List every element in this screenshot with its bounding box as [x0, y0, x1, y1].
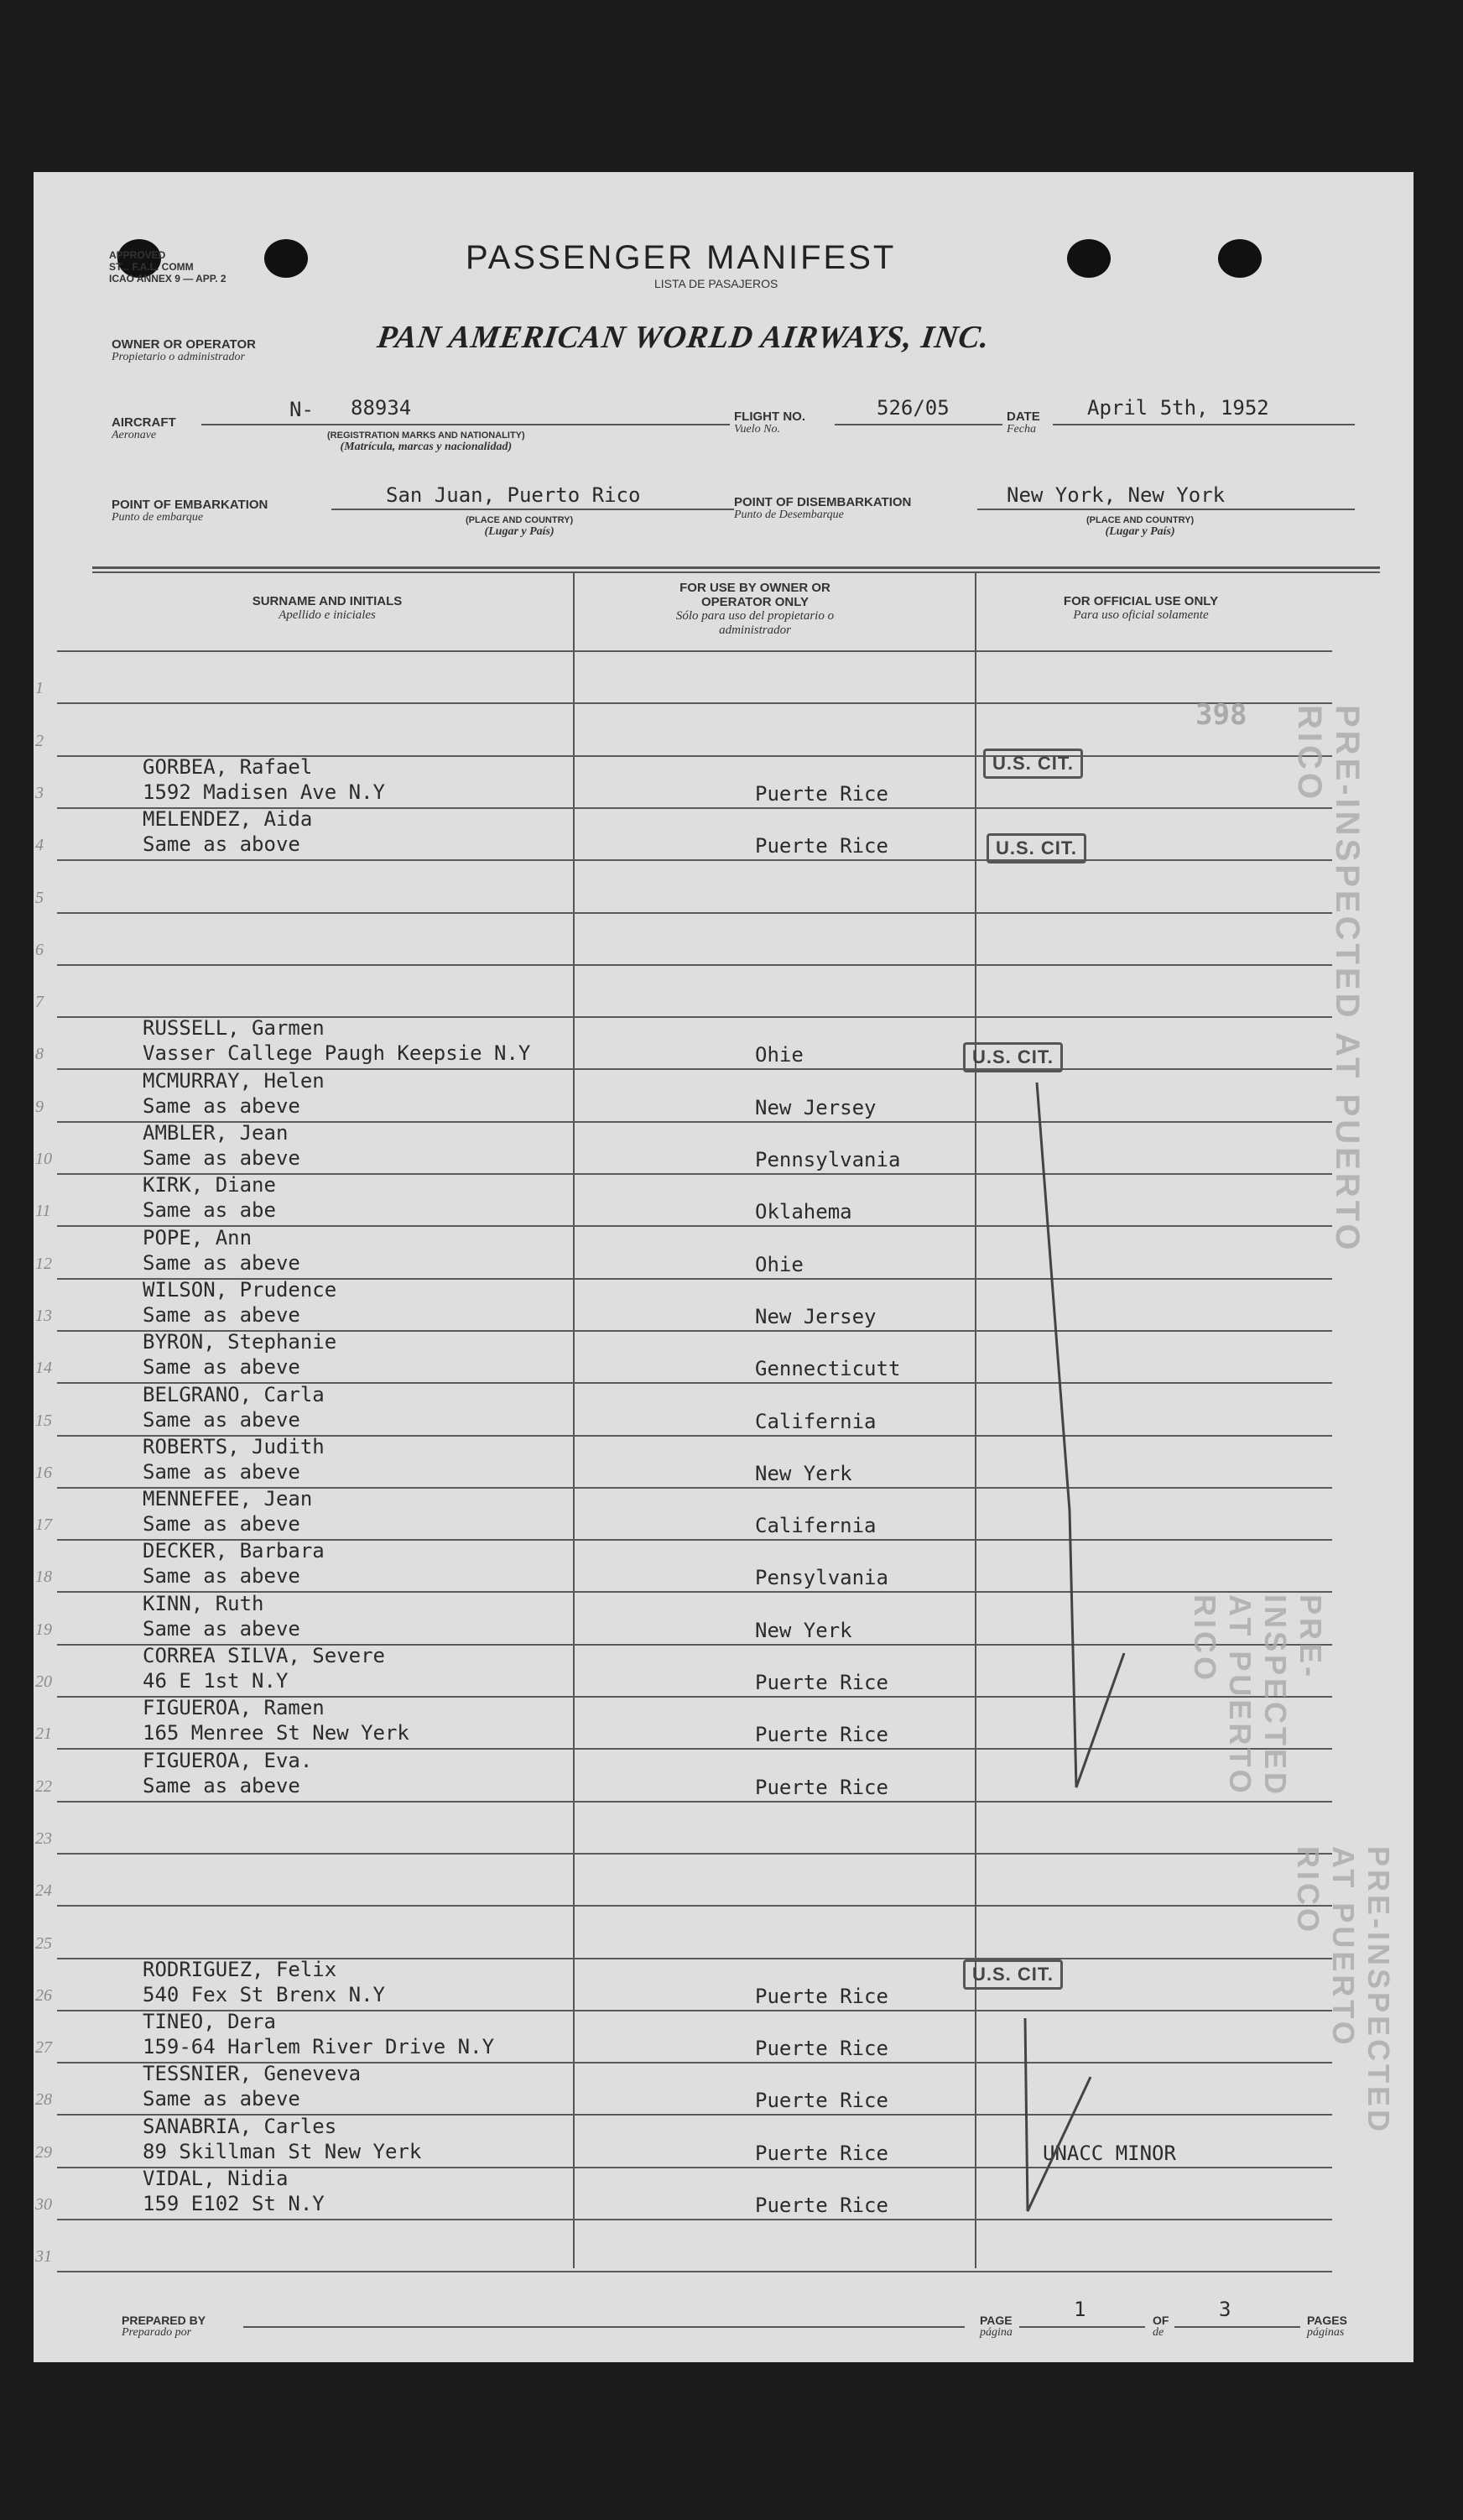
- row-number: 15: [35, 1411, 52, 1430]
- pages-label-es: páginas: [1307, 2326, 1345, 2339]
- passenger-origin: Califernia: [755, 1514, 877, 1538]
- passenger-origin: Ohie: [755, 1252, 804, 1276]
- col-owner-header-es: Sólo para uso del propietario o administrador: [675, 609, 835, 637]
- passenger-address: Vasser Callege Paugh Keepsie N.Y: [143, 1041, 531, 1066]
- passenger-origin: Puerte Rice: [755, 2037, 888, 2061]
- passenger-origin: New Yerk: [755, 1618, 852, 1642]
- flight-date: April 5th, 1952: [1087, 396, 1269, 420]
- passenger-origin: Pensylvania: [755, 1566, 888, 1590]
- passenger-address: 46 E 1st N.Y: [143, 1669, 289, 1693]
- passenger-address: Same as abeve: [143, 1093, 300, 1118]
- disembarkation-point: New York, New York: [1007, 483, 1226, 507]
- row-number: 4: [35, 836, 44, 855]
- passenger-address: 89 Skillman St New Yerk: [143, 2139, 422, 2163]
- row-number: 19: [35, 1620, 52, 1639]
- date-label-text: DATE: [1007, 410, 1040, 424]
- passenger-name: FIGUEROA, Ramen: [143, 1696, 325, 1720]
- passenger-address: 159-64 Harlem River Drive N.Y: [143, 2035, 495, 2059]
- passenger-name: MCMURRAY, Helen: [143, 1068, 325, 1093]
- aircraft-label-es: Aeronave: [112, 429, 157, 441]
- passenger-name: MELENDEZ, Aida: [143, 807, 313, 832]
- row-number: 5: [35, 888, 44, 907]
- passenger-name: TINEO, Dera: [143, 2010, 276, 2034]
- row-number: 14: [35, 1359, 52, 1378]
- passenger-address: 165 Menree St New Yerk: [143, 1721, 409, 1745]
- passenger-origin: New Jersey: [755, 1304, 877, 1328]
- row-number: 12: [35, 1254, 52, 1273]
- row-number: 11: [35, 1202, 51, 1221]
- approval-line-3: ICAO ANNEX 9 — APP. 2: [109, 273, 226, 284]
- aircraft-registration: 88934: [351, 396, 412, 420]
- of-label-text: OF: [1153, 2314, 1169, 2327]
- embarkation-label-text: POINT OF EMBARKATION: [112, 498, 268, 512]
- form-title: PASSENGER MANIFEST: [466, 239, 897, 276]
- page-label-es: página: [980, 2326, 1013, 2339]
- registration-note-en: (REGISTRATION MARKS AND NATIONALITY): [327, 430, 525, 441]
- passenger-name: RUSSELL, Garmen: [143, 1016, 325, 1041]
- embark-place-note-es: (Lugar y País): [484, 525, 554, 538]
- row-number: 29: [35, 2142, 52, 2162]
- passenger-origin: New Yerk: [755, 1461, 852, 1485]
- col-official-header-text: FOR OFFICIAL USE ONLY: [1063, 594, 1219, 608]
- passenger-name: MENNEFEE, Jean: [143, 1487, 313, 1511]
- form-title-es: LISTA DE PASAJEROS: [654, 277, 778, 290]
- pencil-mark-398: 398: [1195, 698, 1247, 732]
- passenger-origin: Puerte Rice: [755, 834, 888, 858]
- aircraft-label-text: AIRCRAFT: [112, 415, 176, 430]
- owner-label-es: Propietario o administrador: [112, 351, 245, 363]
- of-label-es: de: [1153, 2326, 1164, 2339]
- approval-line-2: ST... F.A.L. COMM: [109, 261, 194, 273]
- row-number: 2: [35, 731, 44, 750]
- approval-line-1: APPROVED: [109, 249, 166, 261]
- flight-label-es: Vuelo No.: [734, 423, 780, 436]
- flight-number: 526/05: [877, 396, 950, 420]
- passenger-origin: Puerte Rice: [755, 1671, 888, 1694]
- embark-place-note-en: (PLACE AND COUNTRY): [466, 515, 574, 525]
- disembarkation-label-text: POINT OF DISEMBARKATION: [734, 495, 912, 509]
- row-number: 28: [35, 2090, 52, 2110]
- row-number: 24: [35, 1881, 52, 1901]
- passenger-name: ROBERTS, Judith: [143, 1434, 325, 1458]
- passenger-name: SANABRIA, Carles: [143, 2114, 337, 2138]
- row-number: 16: [35, 1463, 52, 1482]
- passenger-address: 540 Fex St Brenx N.Y: [143, 1982, 385, 2006]
- prepared-by-label: [122, 2314, 206, 2339]
- passenger-name: GORBEA, Rafael: [143, 754, 313, 779]
- preinspected-stamp: PRE-INSPECTED AT PUERTO RICO: [1188, 1594, 1328, 1798]
- passenger-name: BELGRANO, Carla: [143, 1382, 325, 1406]
- passenger-address: Same as abeve: [143, 2087, 300, 2111]
- row-number: 31: [35, 2247, 52, 2267]
- date-label-es: Fecha: [1007, 423, 1036, 436]
- pages-label: [1307, 2314, 1347, 2339]
- flight-label-text: FLIGHT NO.: [734, 410, 805, 424]
- passenger-address: Same as abeve: [143, 1459, 300, 1484]
- passenger-address: Same as abeve: [143, 1773, 300, 1797]
- page-label-text: PAGE: [980, 2314, 1013, 2327]
- row-number: 20: [35, 1672, 52, 1691]
- passenger-name: FIGUEROA, Eva.: [143, 1748, 313, 1772]
- col-official-header-es: Para uso oficial solamente: [1073, 608, 1209, 622]
- page-label: [980, 2314, 1013, 2339]
- passenger-address: Same as abe: [143, 1198, 276, 1223]
- prepared-by-es: Preparado por: [122, 2326, 192, 2339]
- passenger-address: 159 E102 St N.Y: [143, 2192, 325, 2215]
- row-number: 27: [35, 2038, 52, 2058]
- passenger-origin: Puerte Rice: [755, 2089, 888, 2113]
- row-number: 9: [35, 1097, 44, 1116]
- aircraft-prefix: N-: [289, 398, 314, 421]
- passenger-origin: Oklahema: [755, 1200, 852, 1224]
- passenger-origin: Puerte Rice: [755, 781, 888, 806]
- passenger-origin: Gennecticutt: [755, 1357, 901, 1381]
- passenger-name: KIRK, Diane: [143, 1173, 276, 1197]
- passenger-name: RODRIGUEZ, Felix: [143, 1957, 337, 1981]
- row-number: 10: [35, 1150, 52, 1168]
- row-number: 23: [35, 1829, 52, 1848]
- col-surname-header-es: Apellido e iniciales: [279, 608, 376, 622]
- passenger-address: Same as abeve: [143, 1146, 300, 1170]
- page-underline: [1019, 2326, 1145, 2328]
- passenger-address: Same as above: [143, 832, 300, 857]
- total-pages: 3: [1219, 2298, 1231, 2321]
- passenger-name: AMBLER, Jean: [143, 1121, 289, 1145]
- prepared-by-text: PREPARED BY: [122, 2314, 206, 2327]
- unaccompanied-minor-note: UNACC MINOR: [1043, 2142, 1176, 2165]
- total-pages-underline: [1174, 2326, 1300, 2328]
- passenger-origin: Pennsylvania: [755, 1148, 901, 1171]
- passenger-origin: Puerte Rice: [755, 2141, 888, 2165]
- passenger-origin: Puerte Rice: [755, 2194, 888, 2217]
- row-number: 13: [35, 1306, 52, 1325]
- disembark-place-note-es: (Lugar y País): [1105, 525, 1175, 538]
- passenger-name: CORREA SILVA, Severe: [143, 1644, 385, 1667]
- col-surname-header-text: SURNAME AND INITIALS: [252, 594, 403, 608]
- passenger-name: KINN, Ruth: [143, 1591, 264, 1615]
- row-number: 8: [35, 1045, 44, 1064]
- row-number: 26: [35, 1985, 52, 2005]
- embarkation-point: San Juan, Puerto Rico: [386, 483, 641, 507]
- passenger-address: Same as abeve: [143, 1616, 300, 1641]
- row-number: 3: [35, 783, 44, 802]
- passenger-address: Same as abeve: [143, 1512, 300, 1537]
- passenger-origin: Puerte Rice: [755, 1775, 888, 1799]
- check-mark: [1025, 2018, 1091, 2211]
- check-mark: [1037, 1083, 1124, 1787]
- passenger-address: Same as abeve: [143, 1355, 300, 1380]
- preinspected-stamp-cont-text: PRE-INSPECTED AT PUERTO RICO: [1291, 1846, 1396, 2136]
- col-owner-header-text: FOR USE BY OWNER OR OPERATOR ONLY: [679, 581, 830, 609]
- registration-note-es: (Matrícula, marcas y nacionalidad): [340, 441, 513, 453]
- embarkation-label-es: Punto de embarque: [112, 511, 204, 524]
- row-number: 30: [35, 2195, 52, 2214]
- row-number: 17: [35, 1516, 52, 1535]
- disembarkation-label-es: Punto de Desembarque: [734, 509, 844, 521]
- passenger-address: Same as abeve: [143, 1407, 300, 1432]
- passenger-origin: New Jersey: [755, 1095, 877, 1119]
- us-citizen-stamp: U.S. CIT.: [983, 749, 1083, 779]
- row-number: 18: [35, 1568, 52, 1587]
- operator-name: PAN AMERICAN WORLD AIRWAYS, INC.: [375, 320, 992, 355]
- passenger-name: BYRON, Stephanie: [143, 1330, 337, 1354]
- passenger-address: Same as abeve: [143, 1564, 300, 1589]
- row-number: 6: [35, 940, 44, 959]
- passenger-origin: Califernia: [755, 1409, 877, 1433]
- passenger-address: 1592 Madisen Ave N.Y: [143, 780, 385, 804]
- row-number: 22: [35, 1777, 52, 1796]
- passenger-origin: Puerte Rice: [755, 1723, 888, 1747]
- passenger-origin: Ohie: [755, 1043, 804, 1067]
- row-number: 25: [35, 1933, 52, 1953]
- disembark-place-note-en: (PLACE AND COUNTRY): [1086, 515, 1195, 525]
- passenger-name: DECKER, Barbara: [143, 1539, 325, 1563]
- us-citizen-stamp: U.S. CIT.: [963, 1042, 1063, 1072]
- preinspected-stamp: PRE-INSPECTED AT PUERTO RICO: [1291, 705, 1366, 1254]
- passenger-address: Same as abeve: [143, 1302, 300, 1327]
- passenger-name: POPE, Ann: [143, 1225, 253, 1250]
- passenger-name: WILSON, Prudence: [143, 1277, 337, 1302]
- passenger-origin: Puerte Rice: [755, 1984, 888, 2008]
- of-label: [1153, 2314, 1169, 2339]
- prepared-by-underline: [243, 2326, 965, 2328]
- row-number: 1: [35, 679, 44, 698]
- us-citizen-stamp: U.S. CIT.: [987, 833, 1086, 863]
- passenger-name: VIDAL, Nidia: [143, 2167, 289, 2190]
- row-number: 21: [35, 1724, 52, 1744]
- passenger-address: Same as abeve: [143, 1250, 300, 1275]
- passenger-name: TESSNIER, Geneveva: [143, 2062, 362, 2086]
- page-number: 1: [1074, 2298, 1086, 2321]
- row-number: 7: [35, 993, 44, 1012]
- pages-label-text: PAGES: [1307, 2314, 1347, 2327]
- owner-label-text: OWNER OR OPERATOR: [112, 337, 256, 352]
- us-citizen-stamp: U.S. CIT.: [963, 1959, 1063, 1990]
